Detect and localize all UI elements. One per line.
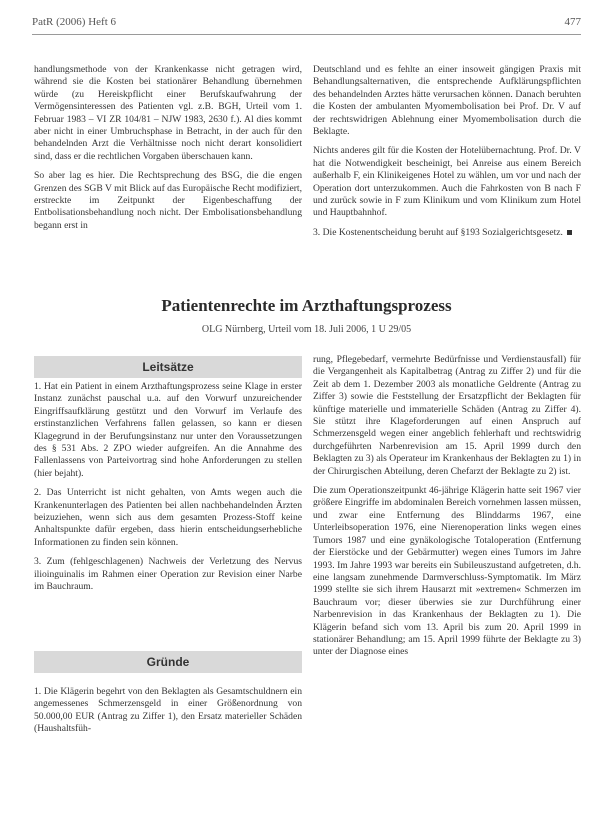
top-left-column: [34, 64, 302, 232]
body-paragraph: handlungsmethode von der Krankenkasse nicht getragen wird, während sie die Kosten bei stationärer Behandlung übernehmen würde (zu Hereiskpflicht einer Berufskaufwahrung der Vermögensinteressen des Patienten vgl. z.B. BGH, Urteil vom 1. Februar 1983 – VI ZR 104/81 – NJW 1983, 2630 f.). Al dies kommt aber nicht in einer Umbruchsphase in Betracht, in der auch für den behandelnden Arzt die Verhältnisse noch nicht derart konsolidiert sind, dass er die rechtlichen Vorgaben überschauen kann.: [34, 64, 302, 162]
gruende-paragraph: 1. Die Klägerin begehrt von den Beklagten als Gesamtschuldnern ein angemessenes Schmerzensgeld in einer Größenordnung von 50.000,00 EUR (Antrag zu Ziffer 1), den Ersatz materieller Schäden (Haushaltsfüh-: [34, 686, 302, 735]
article-title: Patientenrechte im Arzthaftungsprozess: [161, 296, 452, 315]
gruende-column: [34, 686, 302, 736]
leitsaetze-column: [34, 381, 302, 594]
section-heading-leitsaetze: Leitsätze: [34, 356, 302, 378]
page-number: 477: [564, 16, 581, 28]
article-citation: OLG Nürnberg, Urteil vom 18. Juli 2006, 1 U 29/05: [201, 324, 412, 335]
header-divider: [32, 34, 581, 35]
body-paragraph: Nichts anderes gilt für die Kosten der Hotelübernachtung. Prof. Dr. V hat die Notwendigkeit bescheinigt, bei Anreise aus einem Bereich außerhalb F, ein Klinikeigenes Hotel zu wählen, um vor und nach der Operation dort unterzukommen. Auch die Fahrkosten von B nach F und zurück sowie in F zum Klinikum und vom Klinikum zum Hotel und Hauptbahnhof.: [313, 145, 581, 219]
body-paragraph: Die zum Operationszeitpunkt 46-jährige Klägerin hatte seit 1967 vier größere Eingriffe im abdominalen Bereich vornehmen lassen müssen, und zwar eine Entfernung des Blinddarms 1967, eine Unterleibsoperation 1976, eine Nierenoperation links wegen eines Tumors 1987 und eine gynäkologische Totaloperation (Entfernung der Eierstöcke und der Gebärmutter) wegen eines Tumors im Jahre 1993. Im Jahre 1993 war bereits ein Subileuszustand aufgetreten, d.h. eine langsam zunehmende Darmverschluss-Symptomatik. Im März 1999 stellte sie sich ihrem Hausarzt mit »extremen« Schmerzen im Bauchraum vor; dieser überwies sie zur Durchführung einer Narbenrevision in das Krankenhaus der Beklagten zu 1). Die Klägerin befand sich vom 13. April bis zum 20. April 1999 in stationärer Behandlung; am 15. April 1999 führte der Beklagte zu 3) unter der Diagnose eines: [313, 485, 581, 658]
body-paragraph: rung, Pflegebedarf, vermehrte Bedürfnisse und Verdienstausfall) für die Vergangenheit als Kapitalbetrag (Antrag zu Ziffer 2) und für die Zeit ab dem 1. Dezember 2003 als monatliche Geldrente (Antrag zu Ziffer 3) sowie die Feststellung der Ersatzpflicht der Beklagten für künftige materielle und immaterielle Schäden (Antrag zu Ziffer 4). Sie stützt ihre Klageforderungen auf einen Anspruch auf Schmerzensgeld wegen einer angeblich fehlerhaft und rechtswidrig durchgeführten Narbenrevision am 15. April 1999 durch den Beklagten zu 3) als Operateur im Krankenhaus der Beklagten zu 1) in der Chirurgischen Abteilung, deren Chefarzt der Beklagte zu 2) ist.: [313, 354, 581, 477]
top-right-column: [313, 64, 581, 239]
section-heading-gruende: Gründe: [34, 651, 302, 673]
bottom-right-column: [313, 354, 581, 659]
body-paragraph: 3. Die Kostenentscheidung beruht auf §193 Sozialgerichtsgesetz.: [313, 227, 581, 239]
leitsatz-paragraph: 2. Das Unterricht ist nicht gehalten, von Amts wegen auch die Krankenunterlagen des Patienten bei allen nachbehandelnden Ärzten beizuziehen, wenn sich aus dem gesamten Prozess-Stoff keine Anhaltspunkte dafür ergeben, dass hierin entscheidungserhebliche Informationen zu finden sein können.: [34, 487, 302, 548]
running-header-journal: PatR (2006) Heft 6: [32, 16, 117, 28]
body-paragraph: So aber lag es hier. Die Rechtsprechung des BSG, die die engen Grenzen des SGB V mit Blick auf das Europäische Recht modifiziert, erstreckte im Zeitpunkt der Eigenbeschaffung der Entbolisationsbehandlung noch nicht. Der Embolisationsbehandlung begann erst in: [34, 170, 302, 231]
end-of-article-mark: [567, 230, 572, 235]
leitsatz-paragraph: 3. Zum (fehlgeschlagenen) Nachweis der Verletzung des Nervus ilioinguinalis im Rahmen einer Operation zur Revision einer Narbe im Bauchraum.: [34, 556, 302, 593]
body-paragraph: Deutschland und es fehlte an einer insoweit gängigen Praxis mit Behandlungsalternativen, die entsprechende Aufklärungspflichten des behandelnden Arztes hätte verursachen können. Danach beruhten die Kosten der ambulanten Myomembolisation bei Prof. Dr. V auf der rechtswidrigen Ablehnung einer Myomembolisation durch die Beklagte.: [313, 64, 581, 138]
leitsatz-paragraph: 1. Hat ein Patient in einem Arzthaftungsprozess seine Klage in erster Instanz zunächst pauschal u.a. auf den Vorwurf unzureichender Eingriffsaufklärung gestützt und den Vorwurf im Verlaufe des erstinstanzlichen Verfahrens fallen gelassen, so kann er diesen Klagegrund in der Berufungsinstanz nur unter den Voraussetzungen des § 531 Abs. 2 ZPO wieder aufgreifen. An die Annahme des Fallenlassens von Parteivortrag sind hohe Anforderungen zu stellen (hier bejaht).: [34, 381, 302, 479]
